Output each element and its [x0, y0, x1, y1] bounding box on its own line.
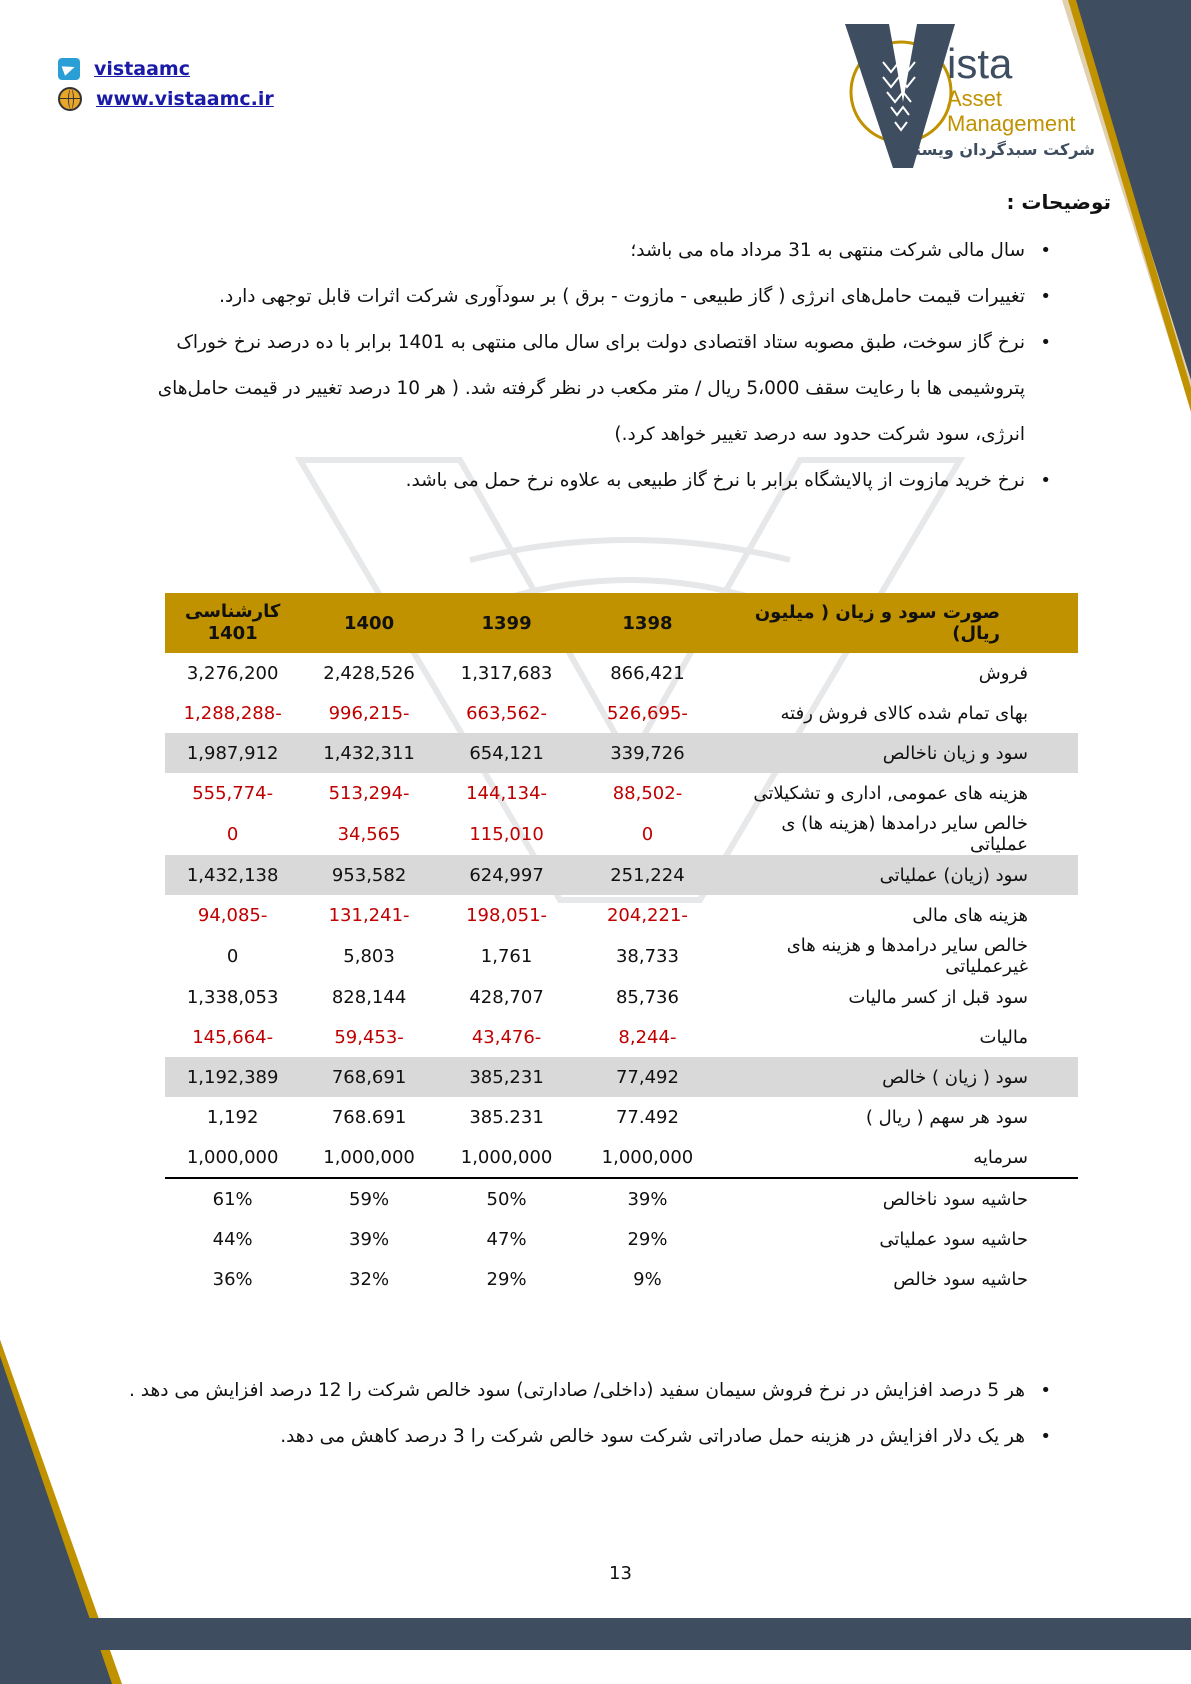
website-link[interactable]: www.vistaamc.ir [96, 88, 274, 110]
cell-1401: 0 [226, 823, 239, 845]
row-label: حاشیه سود عملیاتی [879, 1228, 1028, 1250]
cell-1398: 251,224 [575, 855, 719, 895]
cell-1399: 47% [486, 1228, 527, 1250]
cell-1401: 1,000,000 [186, 1146, 279, 1168]
cell-1398: 77.492 [615, 1106, 679, 1128]
cell-1398: -8,244 [618, 1026, 677, 1048]
cell-1399: -43,476 [471, 1026, 542, 1048]
cell-1399: -198,051 [466, 904, 548, 926]
header-1399: 1399 [438, 593, 576, 653]
cell-1399: 428,707 [469, 986, 544, 1008]
cell-1399: 1,000,000 [460, 1146, 553, 1168]
cell-1398: 9% [633, 1268, 662, 1290]
vista-logo [843, 22, 1103, 172]
cell-1398: -526,695 [606, 702, 688, 724]
logo-fa-name: شرکت سبدگردان ویستا [909, 140, 1095, 159]
cell-1399: 385.231 [469, 1106, 544, 1128]
cell-1400: 1,432,311 [300, 733, 438, 773]
table-row [165, 1057, 1078, 1097]
cell-1400: 953,582 [300, 855, 438, 895]
cell-1398: 339,726 [575, 733, 719, 773]
sensitivity-list [121, 1368, 1051, 1460]
notes-list [121, 228, 1051, 504]
header-1401-line1: کارشناسی [185, 601, 281, 622]
cell-1400: 39% [349, 1228, 390, 1250]
logo-line1: Asset [947, 86, 1003, 111]
cell-1401: -555,774 [192, 782, 274, 804]
website-link-row[interactable] [58, 87, 274, 111]
cell-1400: -131,241 [328, 904, 410, 926]
cell-1400: 32% [349, 1268, 390, 1290]
list-item: • هر یک دلار افزایش در هزینه حمل صادراتی شرکت سود خالص شرکت را 3 درصد کاهش می دهد. [121, 1414, 1051, 1460]
footer-bar [35, 1618, 1191, 1650]
cell-1400: -513,294 [328, 782, 410, 804]
cell-1400: 1,000,000 [323, 1146, 415, 1168]
row-label: مالیات [979, 1026, 1028, 1048]
row-label: حاشیه سود ناخالص [720, 1178, 1078, 1219]
row-label: هزینه های مالی [912, 904, 1028, 926]
cell-1400: 34,565 [337, 823, 401, 845]
table-header-row [165, 593, 1078, 653]
cell-1401: 1,338,053 [186, 986, 279, 1008]
cell-1399: 385,231 [438, 1057, 576, 1097]
telegram-icon [58, 58, 80, 80]
cell-1401: 1,192,389 [165, 1057, 300, 1097]
table-row [165, 773, 1078, 813]
row-label: سود و زیان ناخالص [720, 733, 1078, 773]
table-row [165, 653, 1078, 693]
cell-1398: -204,221 [606, 904, 688, 926]
cell-1398: 38,733 [615, 945, 679, 967]
cell-1399: 50% [438, 1178, 576, 1219]
row-label: سود ( زیان ) خالص [720, 1057, 1078, 1097]
header-label: صورت سود و زیان ( میلیون ریال) [720, 593, 1078, 653]
cell-1400: 5,803 [343, 945, 395, 967]
cell-1398: 39% [575, 1178, 719, 1219]
list-item: • سال مالی شرکت منتهی به 31 مرداد ماه می باشد؛ [121, 228, 1051, 274]
table-row [165, 895, 1078, 935]
row-label: خالص سایر درامدها (هزینه ها) ی عملیاتی [781, 813, 1028, 855]
table-row [165, 1137, 1078, 1178]
cell-1398: 0 [641, 823, 654, 845]
row-label: فروش [978, 662, 1028, 684]
cell-1398: 77,492 [575, 1057, 719, 1097]
table-row [165, 693, 1078, 733]
table-row [165, 1178, 1078, 1219]
cell-1401: 1,987,912 [165, 733, 300, 773]
cell-1398: 866,421 [610, 662, 685, 684]
cell-1401: -94,085 [197, 904, 268, 926]
row-label: بهای تمام شده کالای فروش رفته [780, 702, 1028, 724]
table-row [165, 1017, 1078, 1057]
table-row [165, 935, 1078, 977]
cell-1399: 1,317,683 [460, 662, 553, 684]
logo-line2: Management [947, 111, 1076, 136]
notes-heading: توضیحات : [1006, 190, 1111, 214]
table-row [165, 977, 1078, 1017]
cell-1401: 61% [165, 1178, 300, 1219]
row-label: سرمایه [973, 1146, 1028, 1168]
cell-1398: 85,736 [615, 986, 679, 1008]
cell-1398: 1,000,000 [601, 1146, 694, 1168]
table-row [165, 733, 1078, 773]
cell-1400: 768.691 [331, 1106, 407, 1128]
row-label: حاشیه سود خالص [893, 1268, 1028, 1290]
cell-1400: 828,144 [331, 986, 407, 1008]
cell-1399: 654,121 [438, 733, 576, 773]
header-1401 [165, 593, 300, 653]
table-row [165, 855, 1078, 895]
table-row [165, 1219, 1078, 1259]
telegram-link-row[interactable] [58, 58, 190, 80]
logo-word: ista [947, 40, 1013, 87]
header-1398: 1398 [575, 593, 719, 653]
row-label: سود هر سهم ( ریال ) [865, 1106, 1028, 1128]
page-number: 13 [609, 1563, 632, 1584]
cell-1398: -88,502 [612, 782, 683, 804]
cell-1400: 768,691 [300, 1057, 438, 1097]
cell-1401: 3,276,200 [186, 662, 279, 684]
list-item: • نرخ خرید مازوت از پالایشگاه برابر با نرخ گاز طبیعی به علاوه نرخ حمل می باشد. [121, 458, 1051, 504]
row-label: سود (زیان) عملیاتی [720, 855, 1078, 895]
table-row [165, 813, 1078, 855]
table-row [165, 1259, 1078, 1299]
cell-1399: 29% [486, 1268, 527, 1290]
cell-1399: -144,134 [466, 782, 548, 804]
cell-1401: -1,288,288 [183, 702, 282, 724]
row-label: هزینه های عمومی, اداری و تشکیلاتی [753, 782, 1028, 804]
list-item: • تغییرات قیمت حامل‌های انرژی ( گاز طبیعی - مازوت - برق ) بر سودآوری شرکت اثرات قابل توجهی دارد. [121, 274, 1051, 320]
cell-1401: 1,192 [206, 1106, 259, 1128]
cell-1400: -59,453 [334, 1026, 404, 1048]
globe-icon [58, 87, 82, 111]
telegram-link[interactable]: vistaamc [94, 58, 190, 80]
cell-1400: 2,428,526 [323, 662, 415, 684]
table-row [165, 1097, 1078, 1137]
cell-1399: 1,761 [480, 945, 533, 967]
cell-1400: 59% [300, 1178, 438, 1219]
list-item: • نرخ گاز سوخت، طبق مصوبه ستاد اقتصادی دولت برای سال مالی منتهی به 1401 برابر با ده درصد نرخ خوراک پتروشیمی ها با رعایت سقف 5،000 ریال / متر مکعب در نظر گرفته شد. ( هر 10 درصد تغییر در قیمت حامل‌های انرژی، سود شرکت حدود سه درصد تغییر خواهد کرد.) [121, 320, 1051, 458]
header-1400: 1400 [300, 593, 438, 653]
cell-1401: 36% [212, 1268, 253, 1290]
cell-1399: -663,562 [466, 702, 548, 724]
cell-1399: 624,997 [438, 855, 576, 895]
row-label: خالص سایر درامدها و هزینه های غیرعملیاتی [786, 935, 1028, 977]
cell-1398: 29% [627, 1228, 668, 1250]
cell-1399: 115,010 [469, 823, 544, 845]
cell-1400: -996,215 [328, 702, 410, 724]
income-statement-table [165, 593, 1078, 1299]
cell-1401: -145,664 [192, 1026, 274, 1048]
row-label: سود قبل از کسر مالیات [848, 986, 1028, 1008]
cell-1401: 1,432,138 [165, 855, 300, 895]
cell-1401: 44% [212, 1228, 253, 1250]
list-item: • هر 5 درصد افزایش در نرخ فروش سیمان سفید (داخلی/ صادارتی) سود خالص شرکت را 12 درصد افزایش می دهد . [121, 1368, 1051, 1414]
cell-1401: 0 [226, 945, 239, 967]
header-1401-line2: 1401 [207, 623, 258, 644]
